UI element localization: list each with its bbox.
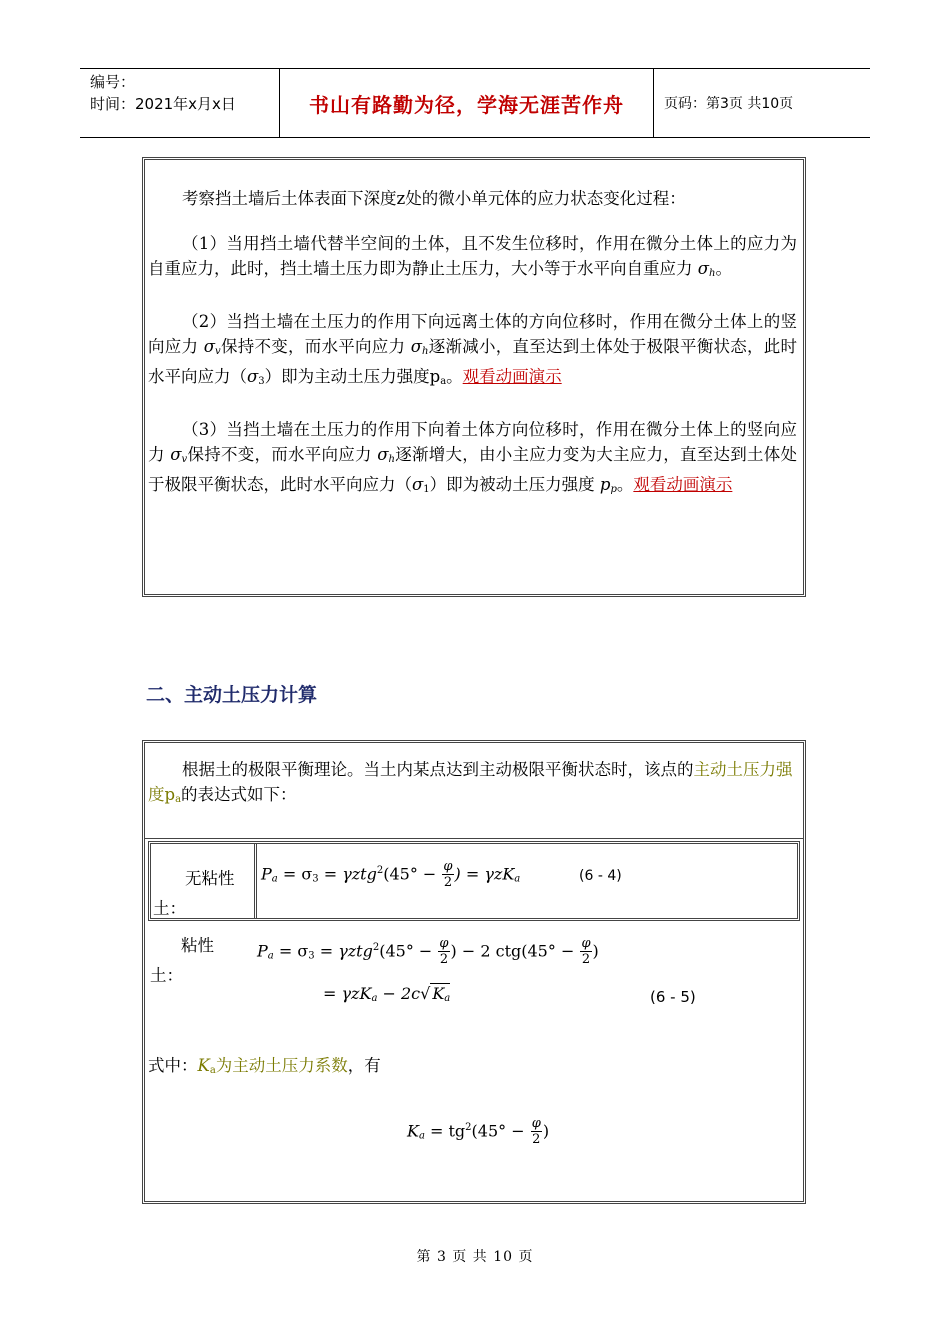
page-header [80,68,870,138]
cohesionless-label: 无粘性 [185,869,235,888]
section-title: 二、主动土压力计算 [146,684,318,706]
header-page-info: 页码：第3页 共10页 [664,96,794,112]
header-motto: 书山有路勤为径，学海无涯苦作舟 [280,69,654,137]
equation-ka: $K_a = tg^2(45^\circ$ − $\frac{\varphi}{2}$ ) [407,1116,550,1148]
equation-6-4: $P_a = \sigma_3 = \gamma ztg^2(45^\circ$ − $\frac{\varphi}{2}$ ) = γzK$_a$ [261,859,521,891]
active-pressure-box [142,740,806,1204]
equation-number-6-4: (6 - 4) [579,868,622,884]
animation-link-passive[interactable]: 观看动画演示 [633,475,733,494]
cohesionless-label-tail: 土： [153,899,186,918]
animation-link-active[interactable]: 观看动画演示 [462,367,562,386]
paragraph-intro: 考察挡土墙后土体表面下深度z处的微小单元体的应力状态变化过程： [182,189,686,208]
coefficient-definition: 式中：$K_a$为主动土压力系数，有 [148,1056,381,1076]
paragraph-3: （3）当挡土墙在土压力的作用下向着土体方向位移时，作用在微分土体上的竖向应力 $\sigma_v$保持不变，而水平向应力 $\sigma_h$逐渐增大，由小主应力变为大主应力，直至达到土体处于极限平衡状态，此时水平向应力$(\sigma_1)$即为被动土压力强度 $p_p$。观看动画演示 [148,420,798,495]
equation-6-5-line1: $P_a = \sigma_3 = \gamma ztg^2(45^\circ$ − $\frac{\varphi}{2}$ ) − 2 ctg(45° − $\frac{\varphi}{2}$ ) [257,936,599,968]
stress-state-box [142,157,806,597]
doc-number-label: 编号： [90,73,136,91]
paragraph-1: （1）当用挡土墙代替半空间的土体，且不发生位移时，作用在微分土体上的应力为自重应力，此时，挡土墙土压力即为静止土压力，大小等于水平向自重应力 $\sigma_h$。 [148,234,797,279]
page-footer: 第 3 页 共 10 页 [416,1249,534,1265]
theory-intro: 根据土的极限平衡理论。当土内某点达到主动极限平衡状态时，该点的主动土压力强度$p_a$的表达式如下： [148,760,793,805]
divider [145,838,803,839]
paragraph-2: （2）当挡土墙在土压力的作用下向远离土体的方向位移时，作用在微分土体上的竖向应力 $\sigma_v$保持不变，而水平向应力 $\sigma_h$逐渐减小，直至达到土体处于极限平衡状态，此时水平向应力$(\sigma_3)$即为主动土压力强度$p_a$。观看动画演示 [148,312,797,387]
doc-date: 时间：2021年x月x日 [90,95,236,113]
cohesive-label-tail: 土： [150,966,183,985]
equation-6-5-line2: = γzK$_a$ − 2c√ $K_a$ [323,984,451,1004]
header-meta [80,69,280,137]
cohesive-label: 粘性 [181,936,214,955]
cohesionless-row [148,841,800,921]
cohesionless-label-cell [151,844,257,918]
equation-number-6-5: (6 - 5) [650,988,696,1006]
